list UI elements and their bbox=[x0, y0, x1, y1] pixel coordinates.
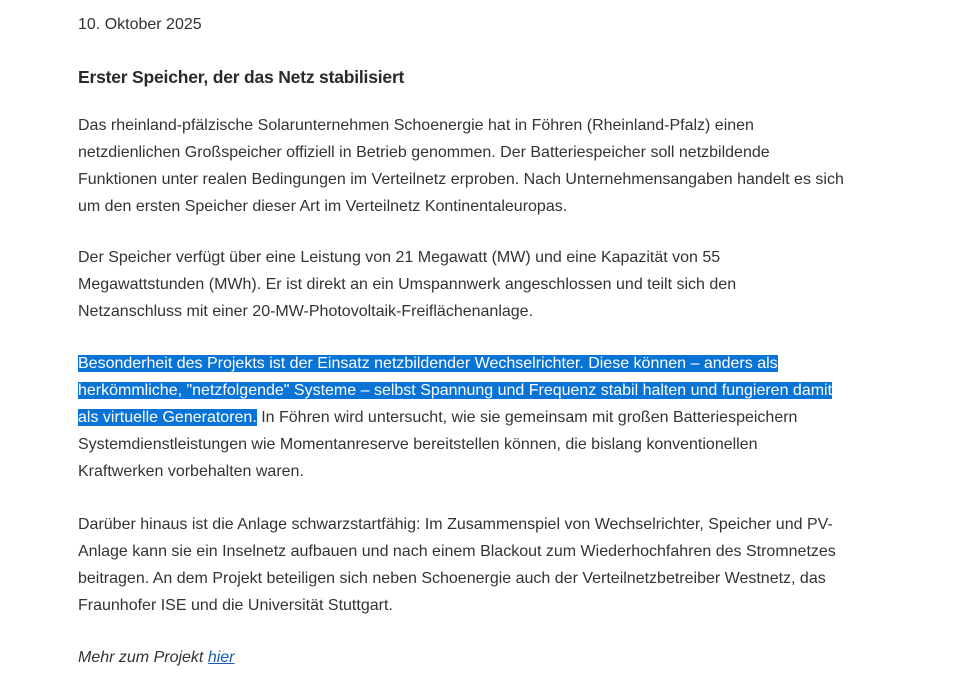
more-info bbox=[78, 644, 235, 671]
paragraph-specs bbox=[78, 244, 736, 325]
article-date: 10. Oktober 2025 bbox=[78, 16, 202, 33]
paragraph-line: netzdienlichen Großspeicher offiziell in Betrieb genommen. Der Batteriespeicher soll netzbildende bbox=[78, 144, 770, 161]
paragraph-line: Fraunhofer ISE und die Universität Stuttgart. bbox=[78, 597, 393, 614]
paragraph-line bbox=[78, 404, 832, 431]
paragraph-line: Der Speicher verfügt über eine Leistung von 21 Megawatt (MW) und eine Kapazität von 55 bbox=[78, 249, 721, 266]
paragraph-line: beitragen. An dem Projekt beteiligen sich neben Schoenergie auch der Verteilnetzbetreiber Westnetz, das bbox=[78, 570, 826, 587]
more-info-label: Mehr zum Projekt bbox=[78, 649, 208, 666]
unselected-text: In Föhren wird untersucht, wie sie gemeinsam mit großen Batteriespeichern bbox=[256, 409, 798, 426]
selected-text[interactable]: als virtuelle Generatoren. bbox=[78, 409, 257, 426]
paragraph-line: Das rheinland-pfälzische Solarunternehmen Schoenergie hat in Föhren (Rheinland-Pfalz) einen bbox=[78, 117, 754, 134]
paragraph-blackstart bbox=[78, 511, 836, 619]
paragraph-inverters[interactable] bbox=[78, 350, 832, 485]
paragraph-line: Darüber hinaus ist die Anlage schwarzstartfähig: Im Zusammenspiel von Wechselrichter, Speicher und PV- bbox=[78, 516, 833, 533]
selected-text[interactable]: Besonderheit des Projekts ist der Einsatz netzbildender Wechselrichter. Diese können – anders als bbox=[78, 355, 778, 372]
paragraph-line: Funktionen unter realen Bedingungen im Verteilnetz erproben. Nach Unternehmensangaben handelt es sich bbox=[78, 171, 844, 188]
project-link[interactable]: hier bbox=[207, 649, 235, 666]
paragraph-line: Netzanschluss mit einer 20-MW-Photovoltaik-Freiflächenanlage. bbox=[78, 303, 534, 320]
paragraph-line: Anlage kann sie ein Inselnetz aufbauen und nach einem Blackout zum Wiederhochfahren des Stromnetzes bbox=[78, 543, 836, 560]
paragraph-line: Systemdienstleistungen wie Momentanreserve bereitstellen können, die bislang konventionellen bbox=[78, 436, 758, 453]
selected-text[interactable]: herkömmliche, "netzfolgende" Systeme – selbst Spannung und Frequenz stabil halten und fungieren damit bbox=[78, 382, 833, 399]
paragraph-line: Megawattstunden (MWh). Er ist direkt an ein Umspannwerk angeschlossen und teilt sich den bbox=[78, 276, 737, 293]
paragraph-line bbox=[78, 350, 832, 377]
paragraph-intro bbox=[78, 112, 844, 220]
paragraph-line bbox=[78, 377, 832, 404]
article-heading: Erster Speicher, der das Netz stabilisiert bbox=[78, 67, 405, 87]
paragraph-line: Kraftwerken vorbehalten waren. bbox=[78, 463, 304, 480]
paragraph-line: um den ersten Speicher dieser Art im Verteilnetz Kontinentaleuropas. bbox=[78, 198, 568, 215]
